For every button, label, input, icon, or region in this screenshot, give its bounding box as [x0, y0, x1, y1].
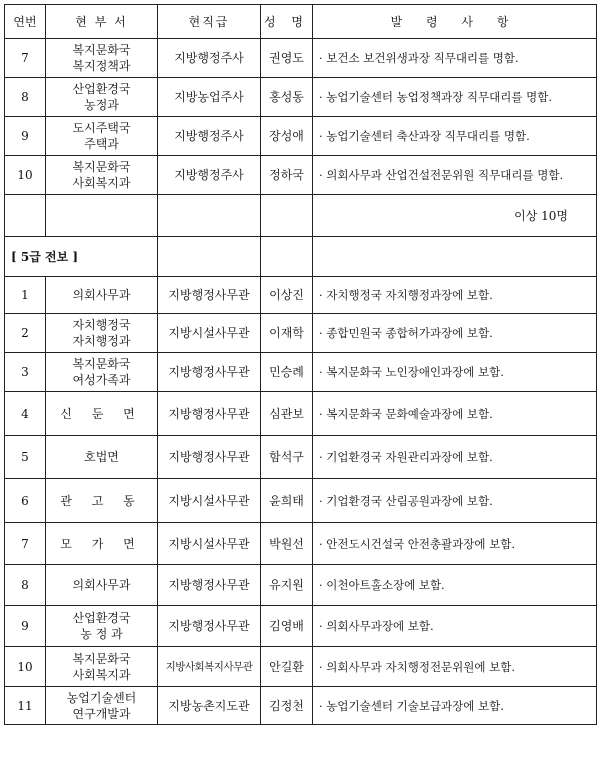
row-number: 10: [5, 647, 46, 687]
row-number: 3: [5, 353, 46, 392]
appointment-order: · 기업환경국 산림공원과장에 보함.: [313, 479, 597, 523]
department-line: 자치행정과: [72, 334, 131, 348]
department-line: 도시주택국: [72, 121, 131, 135]
current-grade: 지방행정사무관: [158, 565, 261, 606]
appointment-order: · 보건소 보건위생과장 직무대리를 명함.: [313, 39, 597, 78]
department-line: 산업환경국: [72, 611, 131, 625]
table-row: [5, 277, 597, 314]
department-line: 주택과: [84, 137, 119, 151]
department-line: 관 고 동: [60, 493, 143, 508]
current-department: [46, 314, 158, 353]
empty-cell: [158, 237, 261, 277]
appointment-order: · 농업기술센터 농업정책과장 직무대리를 명함.: [313, 78, 597, 117]
table-row: [5, 392, 597, 436]
person-name: 함석구: [261, 436, 313, 479]
department-line: 여성가족과: [72, 373, 131, 387]
current-grade: 지방행정주사: [158, 156, 261, 195]
appointment-order: · 의회사무과 산업건설전문위원 직무대리를 명함.: [313, 156, 597, 195]
department-line: 복지문화국: [72, 160, 131, 174]
row-number: 9: [5, 606, 46, 647]
appointment-order: · 의회사무과 자치행정전문위원에 보함.: [313, 647, 597, 687]
person-name: 홍성동: [261, 78, 313, 117]
appointment-order: · 자치행정국 자치행정과장에 보함.: [313, 277, 597, 314]
department-line: 복지문화국: [72, 357, 131, 371]
current-grade: 지방행정주사: [158, 117, 261, 156]
department-line: 사회복지과: [72, 667, 131, 682]
header-grade: 현직급: [158, 5, 261, 39]
department-line: 의회사무과: [72, 288, 131, 302]
person-name: 김영배: [261, 606, 313, 647]
appointment-order: · 이천아트홀소장에 보함.: [313, 565, 597, 606]
table-row: [5, 606, 597, 647]
department-line: 농 정 과: [80, 627, 123, 641]
person-name: 유지원: [261, 565, 313, 606]
personnel-order-table: [4, 4, 597, 725]
current-grade: 지방행정사무관: [158, 277, 261, 314]
current-grade: 지방시설사무관: [158, 314, 261, 353]
section-header-row: [5, 237, 597, 277]
current-department: [46, 117, 158, 156]
table-body: [5, 39, 597, 725]
header-name: 성 명: [261, 5, 313, 39]
appointment-order: · 의회사무과장에 보함.: [313, 606, 597, 647]
appointment-order: · 복지문화국 문화예술과장에 보함.: [313, 392, 597, 436]
empty-cell: [313, 237, 597, 277]
person-name: 이재학: [261, 314, 313, 353]
current-grade: 지방행정사무관: [158, 392, 261, 436]
appointment-order: · 복지문화국 노인장애인과장에 보함.: [313, 353, 597, 392]
empty-cell: [5, 195, 46, 237]
current-department: [46, 277, 158, 314]
department-line: 사회복지과: [72, 176, 131, 190]
department-line: 복지문화국: [72, 43, 131, 57]
current-department: [46, 523, 158, 565]
row-number: 11: [5, 687, 46, 725]
empty-cell: [158, 195, 261, 237]
table-row: [5, 353, 597, 392]
section-title: [ 5급 전보 ]: [5, 237, 158, 277]
current-department: [46, 353, 158, 392]
current-department: [46, 479, 158, 523]
department-line: 모 가 면: [60, 536, 143, 551]
current-department: [46, 392, 158, 436]
table-row: [5, 314, 597, 353]
row-number: 10: [5, 156, 46, 195]
person-name: 장성애: [261, 117, 313, 156]
current-grade: 지방행정주사: [158, 39, 261, 78]
person-name: 정하국: [261, 156, 313, 195]
person-name: 김정천: [261, 687, 313, 725]
person-name: 권영도: [261, 39, 313, 78]
table-row: [5, 523, 597, 565]
row-number: 8: [5, 78, 46, 117]
table-row: [5, 479, 597, 523]
department-line: 복지문화국: [72, 651, 131, 666]
header-no: 연번: [5, 5, 46, 39]
person-name: 박원선: [261, 523, 313, 565]
row-number: 1: [5, 277, 46, 314]
department-line: 신 둔 면: [60, 406, 143, 421]
current-grade: 지방시설사무관: [158, 479, 261, 523]
table-row: [5, 436, 597, 479]
current-department: [46, 156, 158, 195]
header-order: 발 령 사 항: [313, 5, 597, 39]
total-row: [5, 195, 597, 237]
current-department: [46, 565, 158, 606]
row-number: 7: [5, 39, 46, 78]
row-number: 2: [5, 314, 46, 353]
person-name: 안길환: [261, 647, 313, 687]
total-count: 이상 10명: [313, 195, 597, 237]
empty-cell: [261, 195, 313, 237]
current-grade: 지방농업주사: [158, 78, 261, 117]
current-grade: 지방농촌지도관: [158, 687, 261, 725]
department-line: 연구개발과: [72, 706, 131, 721]
current-department: [46, 687, 158, 725]
header-row: [5, 5, 597, 39]
department-line: 농업기술센터: [66, 690, 137, 705]
person-name: 윤희태: [261, 479, 313, 523]
department-line: 호법면: [84, 450, 119, 464]
appointment-order: · 안전도시건설국 안전총괄과장에 보함.: [313, 523, 597, 565]
row-number: 5: [5, 436, 46, 479]
header-dept: 현 부 서: [46, 5, 158, 39]
person-name: 심관보: [261, 392, 313, 436]
current-department: [46, 78, 158, 117]
department-line: 농정과: [84, 98, 119, 112]
empty-cell: [261, 237, 313, 277]
current-grade: 지방사회복지사무관: [158, 647, 261, 687]
row-number: 9: [5, 117, 46, 156]
current-grade: 지방행정사무관: [158, 606, 261, 647]
row-number: 6: [5, 479, 46, 523]
appointment-order: · 농업기술센터 기술보급과장에 보함.: [313, 687, 597, 725]
empty-cell: [46, 195, 158, 237]
person-name: 민승례: [261, 353, 313, 392]
department-line: 산업환경국: [72, 82, 131, 96]
table-row: [5, 565, 597, 606]
row-number: 8: [5, 565, 46, 606]
appointment-order: · 농업기술센터 축산과장 직무대리를 명함.: [313, 117, 597, 156]
current-department: [46, 39, 158, 78]
appointment-order: · 기업환경국 자원관리과장에 보함.: [313, 436, 597, 479]
table-row: [5, 117, 597, 156]
current-grade: 지방시설사무관: [158, 523, 261, 565]
person-name: 이상진: [261, 277, 313, 314]
table-row: [5, 39, 597, 78]
current-department: [46, 606, 158, 647]
table-row: [5, 78, 597, 117]
current-grade: 지방행정사무관: [158, 353, 261, 392]
current-department: [46, 647, 158, 687]
department-line: 자치행정국: [72, 318, 131, 332]
department-line: 복지정책과: [72, 59, 131, 73]
table-row: [5, 647, 597, 687]
department-line: 의회사무과: [72, 578, 131, 592]
appointment-order: · 종합민원국 종합허가과장에 보함.: [313, 314, 597, 353]
row-number: 7: [5, 523, 46, 565]
table-row: [5, 156, 597, 195]
current-grade: 지방행정사무관: [158, 436, 261, 479]
row-number: 4: [5, 392, 46, 436]
table-row: [5, 687, 597, 725]
current-department: [46, 436, 158, 479]
